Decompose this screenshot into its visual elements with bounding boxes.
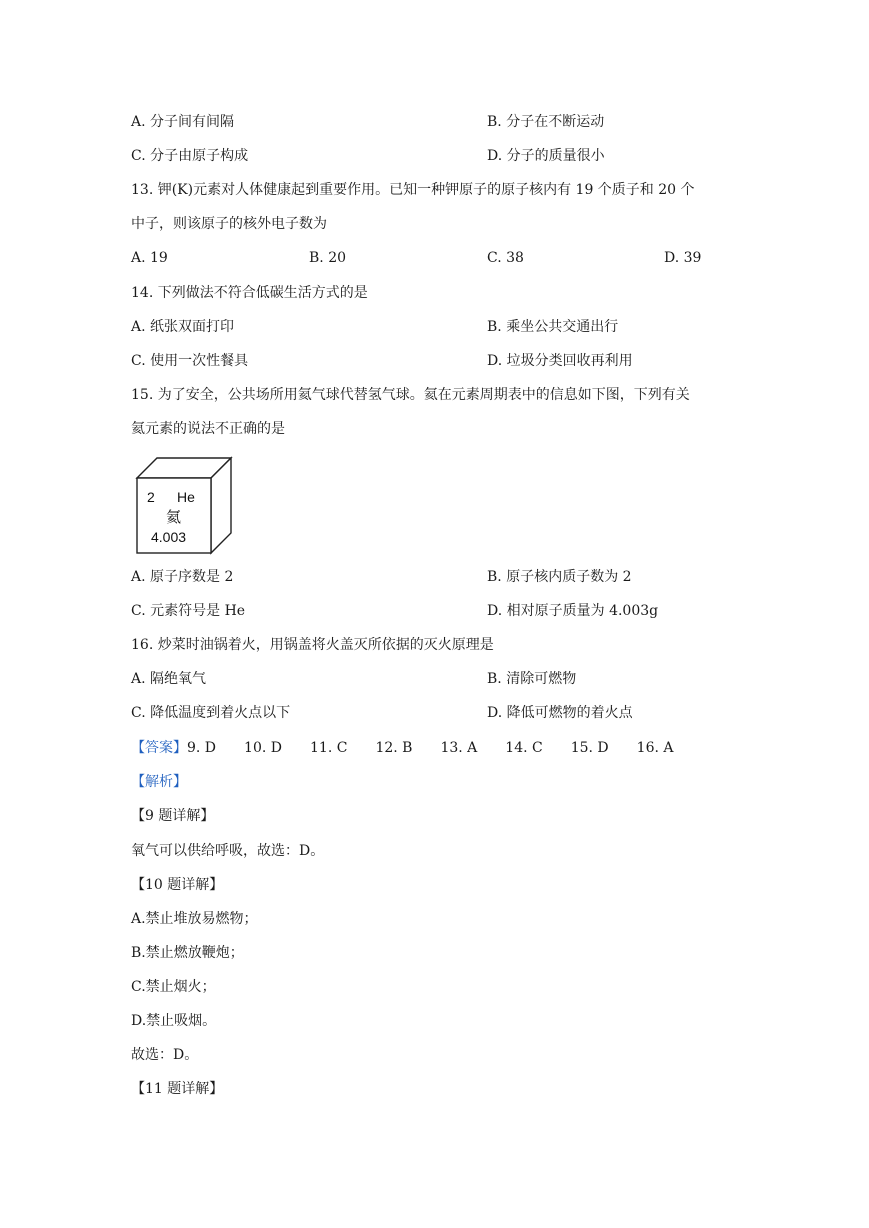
- q10-detail-line: D.禁止吸烟。: [131, 1013, 217, 1029]
- q14-option-c: C. 使用一次性餐具: [131, 353, 249, 369]
- analysis-label: 【解析】: [131, 774, 187, 790]
- element-name: 氦: [166, 508, 182, 526]
- q11-detail-title: 【11 题详解】: [131, 1081, 224, 1097]
- q9-detail-text: 氧气可以供给呼吸，故选：D。: [131, 843, 325, 859]
- answer-item: 12. B: [375, 740, 413, 756]
- element-mass: 4.003: [151, 529, 187, 545]
- answer-item: 16. A: [636, 740, 674, 756]
- q12-option-c: C. 分子由原子构成: [131, 148, 249, 164]
- q14-stem: 14. 下列做法不符合低碳生活方式的是: [131, 285, 368, 301]
- answer-item: 13. A: [440, 740, 478, 756]
- answer-item: 9. D: [187, 740, 217, 756]
- q10-detail-line: B.禁止燃放鞭炮；: [131, 945, 244, 961]
- q10-detail-line: 故选：D。: [131, 1047, 199, 1063]
- q10-detail-line: C.禁止烟火；: [131, 979, 216, 995]
- answer-item: 15. D: [570, 740, 609, 756]
- periodic-element-cube: [135, 456, 235, 560]
- q13-option-d: D. 39: [664, 250, 702, 266]
- answer-item: 11. C: [310, 740, 348, 756]
- q9-detail-title: 【9 题详解】: [131, 808, 215, 824]
- q12-option-d: D. 分子的质量很小: [487, 148, 605, 164]
- q16-option-d: D. 降低可燃物的着火点: [487, 705, 633, 721]
- answer-item: 14. C: [505, 740, 543, 756]
- element-number: 2: [147, 489, 155, 505]
- q14-option-b: B. 乘坐公共交通出行: [487, 319, 619, 335]
- q16-option-c: C. 降低温度到着火点以下: [131, 705, 291, 721]
- element-symbol: He: [177, 489, 195, 505]
- element-cube-drawing: [135, 456, 235, 556]
- answer-row: [131, 738, 702, 758]
- q13-stem-line1: 13. 钾(K)元素对人体健康起到重要作用。已知一种钾原子的原子核内有 19 个质子和 20 个: [131, 182, 695, 198]
- q16-option-a: A. 隔绝氧气: [131, 671, 207, 687]
- q15-stem-line2: 氦元素的说法不正确的是: [131, 421, 285, 437]
- answer-item: 10. D: [244, 740, 282, 756]
- q12-option-a: A. 分子间有间隔: [131, 114, 235, 130]
- q15-option-a: A. 原子序数是 2: [131, 569, 234, 585]
- q15-stem-line1: 15. 为了安全，公共场所用氦气球代替氢气球。氦在元素周期表中的信息如下图，下列有关: [131, 387, 690, 403]
- q10-detail-line: A.禁止堆放易燃物；: [131, 911, 258, 927]
- q13-stem-line2: 中子，则该原子的核外电子数为: [131, 216, 327, 232]
- q16-stem: 16. 炒菜时油锅着火，用锅盖将火盖灭所依据的灭火原理是: [131, 637, 494, 653]
- q14-option-d: D. 垃圾分类回收再利用: [487, 353, 633, 369]
- answer-label: 【答案】: [131, 740, 187, 756]
- q12-option-b: B. 分子在不断运动: [487, 114, 605, 130]
- q16-option-b: B. 清除可燃物: [487, 671, 577, 687]
- q13-option-a: A. 19: [131, 250, 168, 266]
- q14-option-a: A. 纸张双面打印: [131, 319, 235, 335]
- q13-option-b: B. 20: [309, 250, 347, 266]
- q15-option-c: C. 元素符号是 He: [131, 603, 246, 619]
- q15-option-b: B. 原子核内质子数为 2: [487, 569, 632, 585]
- q10-detail-title: 【10 题详解】: [131, 877, 224, 893]
- answer-items: [187, 740, 702, 756]
- q15-option-d: D. 相对原子质量为 4.003g: [487, 603, 659, 619]
- q13-option-c: C. 38: [487, 250, 524, 266]
